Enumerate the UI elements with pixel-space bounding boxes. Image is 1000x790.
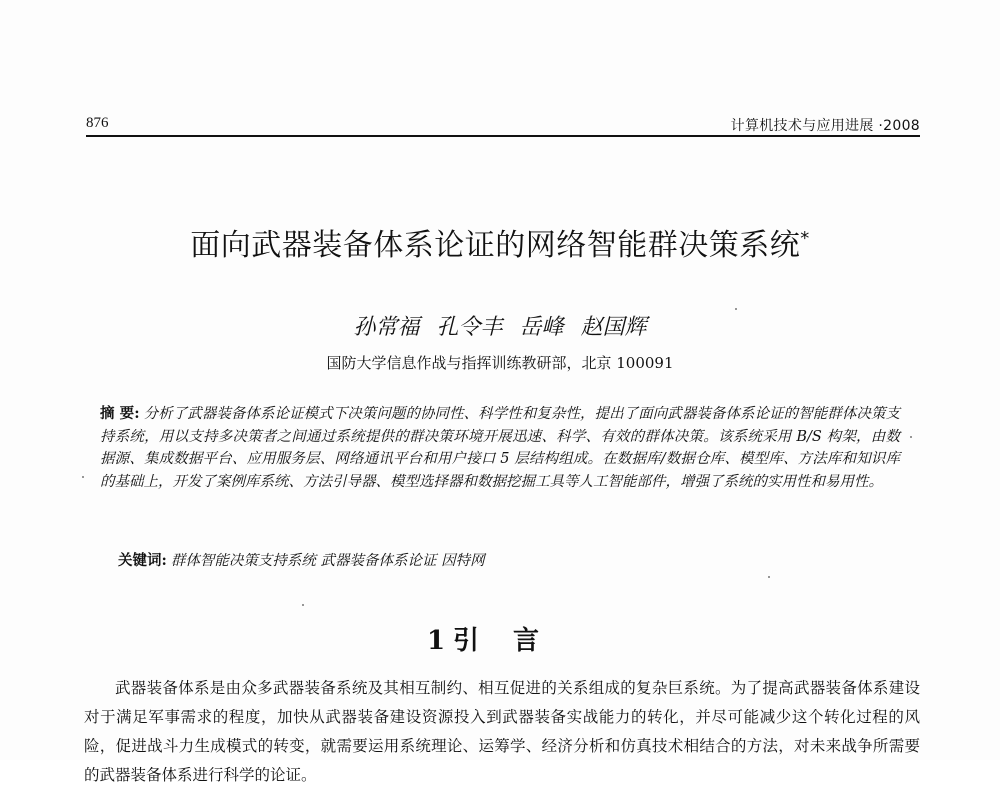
section-number: 1 (426, 625, 448, 656)
journal-name: 计算机技术与应用进展 ·2008 (730, 118, 920, 134)
scan-speck (302, 604, 304, 606)
scan-speck (735, 308, 737, 310)
affiliation: 国防大学信息作战与指挥训练教研部，北京 100091 (326, 354, 674, 372)
running-header (86, 112, 920, 136)
body-paragraph: 武器装备体系是由众多武器装备系统及其相互制约、相互促进的关系组成的复杂巨系统。为了提高武器装备体系建设对于满足军事需求的程度，加快从武器装备建设资源投入到武器装备实战能力的转化，并尽可能减少这个转化过程的风险，促进战斗力生成模式的转变，就需要运用系统理论、运筹学、经济分析和仿真技术相结合的方法，对未来战争所需要的武器装备体系进行科学的论证。 (84, 678, 920, 784)
abstract-label: 摘 要: (100, 405, 140, 422)
section-title: 引言 (453, 625, 574, 656)
keywords (118, 549, 485, 570)
header-rule (86, 135, 920, 137)
scan-speck (910, 436, 912, 438)
paper-title (0, 220, 1000, 264)
scan-speck (768, 576, 770, 578)
paper-title-text: 面向武器装备体系论证的网络智能群决策系统 (190, 228, 801, 264)
abstract (100, 403, 900, 493)
keywords-text: 群体智能决策支持系统 武器装备体系论证 因特网 (170, 553, 485, 569)
keywords-label: 关键词: (118, 552, 167, 569)
title-footnote-mark: * (800, 228, 810, 250)
abstract-text: 分析了武器装备体系论证模式下决策问题的协同性、科学性和复杂性，提出了面向武器装备体系论证的智能群体决策支持系统，用以支持多决策者之间通过系统提供的群决策环境开展迅速、科学、有效的群体决策。该系统采用 B/S 构架，由数据源、集成数据平台、应用服务层、网络通讯平台和用户接口 5 层结构组成。在数据库/数据仓库、模型库、方法库和知识库的基础上，开发了案例库系统、方法引导器、模型选择器和数据挖掘工具等人工智能部件，增强了系统的实用性和易用性。 (100, 406, 900, 490)
page-number: 876 (86, 115, 109, 131)
section-heading (0, 620, 1000, 657)
scan-speck (82, 476, 84, 478)
author-list: 孙常福 孔令丰 岳峰 赵国辉 (353, 315, 647, 340)
